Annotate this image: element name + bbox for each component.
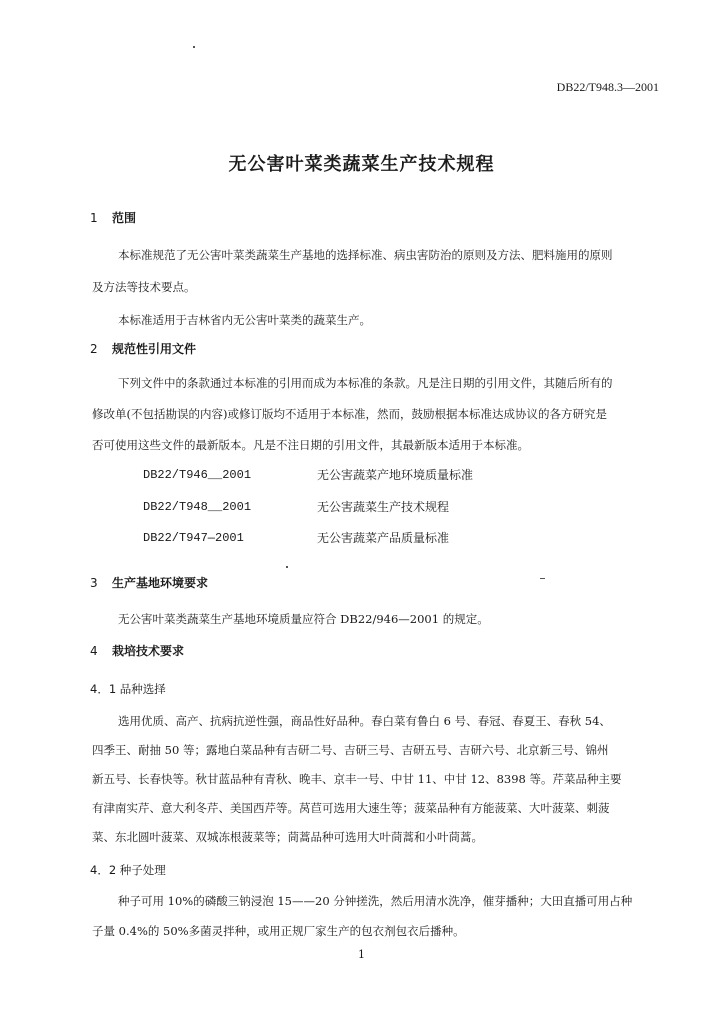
paragraph-line: 无公害叶菜类蔬菜生产基地环境质量应符合 DB22/946—2001 的规定。	[118, 612, 489, 626]
reference-code: DB22/T947—2001	[143, 531, 244, 545]
section-title: 范围	[112, 211, 137, 225]
paragraph-line: 有津南实芹、意大利冬芹、美国西芹等。莴苣可选用大速生等；菠菜品种有方能菠菜、大叶菠菜、刺菠	[92, 801, 610, 815]
paragraph-line: 种子可用 10%的磷酸三钠浸泡 15——20 分钟搓洗，然后用清水洗净，催芽播种；大田直播可用占种	[118, 894, 633, 908]
standard-code: DB22/T948.3—2001	[556, 80, 659, 94]
section-1-heading	[90, 209, 136, 226]
section-number: 1	[90, 211, 98, 225]
subsection-title: 品种选择	[119, 682, 166, 696]
scan-speck	[286, 566, 288, 568]
section-number: 2	[90, 342, 98, 356]
paragraph-line: 四季王、耐抽 50 等；露地白菜品种有吉研二号、吉研三号、吉研五号、吉研六号、北京新三号、锦州	[92, 743, 609, 757]
subsection-4-1-heading	[90, 681, 166, 697]
section-3-heading	[90, 574, 208, 591]
paragraph-line: 修改单(不包括勘误的内容)或修订版均不适用于本标准，然而，鼓励根据本标准达成协议的各方研究是	[92, 407, 607, 421]
reference-title: 无公害蔬菜生产技术规程	[317, 500, 450, 514]
paragraph-line: 否可使用这些文件的最新版本。凡是不注日期的引用文件，其最新版本适用于本标准。	[92, 438, 529, 452]
section-title: 栽培技术要求	[112, 644, 185, 658]
reference-code: DB22/T946__2001	[143, 468, 252, 482]
paragraph-line: 下列文件中的条款通过本标准的引用而成为本标准的条款。凡是注日期的引用文件，其随后所有的	[118, 376, 613, 390]
reference-title: 无公害蔬菜产品质量标准	[317, 531, 450, 545]
reference-code: DB22/T948__2001	[143, 500, 252, 514]
subsection-number: 4．2	[90, 863, 117, 877]
document-title: 无公害叶菜类蔬菜生产技术规程	[228, 154, 495, 175]
section-2-heading	[90, 340, 196, 357]
subsection-title: 种子处理	[119, 863, 166, 877]
section-number: 3	[90, 576, 98, 590]
paragraph-line: 新五号、长春快等。秋甘蓝品种有青秋、晚丰、京丰一号、中甘 11、中甘 12、8398 等。芹菜品种主要	[92, 772, 622, 786]
paragraph-line: 本标准适用于吉林省内无公害叶菜类的蔬菜生产。	[118, 313, 371, 327]
section-title: 规范性引用文件	[112, 342, 197, 356]
paragraph-line: 子量 0.4%的 50%多菌灵拌种，或用正规厂家生产的包衣剂包衣后播种。	[92, 924, 465, 938]
paragraph-line: 及方法等技术要点。	[92, 280, 196, 294]
paragraph-line: 选用优质、高产、抗病抗逆性强，商品性好品种。春白菜有鲁白 6 号、春冠、春夏王、春秋 54、	[118, 714, 611, 728]
page-number: 1	[358, 948, 365, 961]
subsection-4-2-heading	[90, 862, 166, 878]
reference-title: 无公害蔬菜产地环境质量标准	[317, 468, 474, 482]
section-4-heading	[90, 642, 184, 659]
section-title: 生产基地环境要求	[112, 576, 209, 590]
paragraph-line: 菜、东北圆叶菠菜、双城冻根菠菜等；茼蒿品种可选用大叶茼蒿和小叶茼蒿。	[92, 830, 483, 844]
subsection-number: 4．1	[90, 682, 117, 696]
scan-speck	[193, 46, 195, 48]
scan-speck	[540, 578, 545, 579]
section-number: 4	[90, 644, 98, 658]
paragraph-line: 本标准规范了无公害叶菜类蔬菜生产基地的选择标准、病虫害防治的原则及方法、肥料施用的原则	[118, 248, 613, 262]
